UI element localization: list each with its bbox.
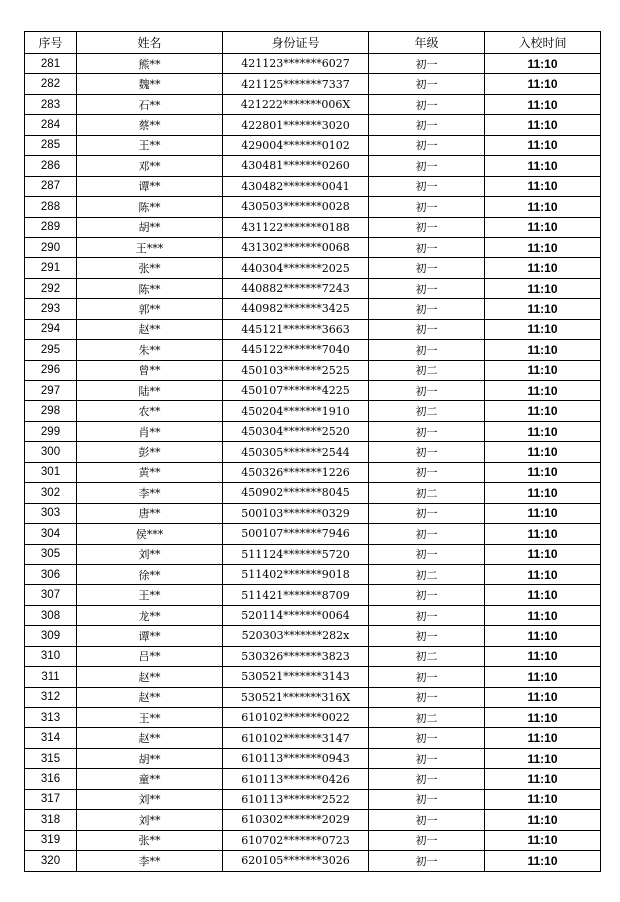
- table-row: [25, 830, 601, 850]
- cell-name: 王**: [77, 585, 223, 605]
- cell-id-number: 445122*******7040: [223, 340, 369, 360]
- table-row: [25, 319, 601, 339]
- cell-no: 285: [25, 135, 77, 155]
- cell-grade: 初一: [369, 340, 485, 360]
- cell-no: 303: [25, 503, 77, 523]
- table-row: [25, 176, 601, 196]
- cell-grade: 初一: [369, 769, 485, 789]
- cell-name: 吕**: [77, 646, 223, 666]
- cell-id-number: 610102*******0022: [223, 708, 369, 728]
- cell-name: 刘**: [77, 544, 223, 564]
- cell-no: 300: [25, 442, 77, 462]
- cell-grade: 初一: [369, 135, 485, 155]
- cell-admission-time: 11:10: [485, 115, 601, 135]
- table-row: [25, 340, 601, 360]
- cell-no: 297: [25, 381, 77, 401]
- cell-admission-time: 11:10: [485, 217, 601, 237]
- cell-admission-time: 11:10: [485, 585, 601, 605]
- cell-grade: 初二: [369, 483, 485, 503]
- cell-admission-time: 11:10: [485, 851, 601, 871]
- cell-grade: 初二: [369, 564, 485, 584]
- header-grade: 年级: [369, 32, 485, 54]
- cell-no: 301: [25, 462, 77, 482]
- cell-admission-time: 11:10: [485, 237, 601, 257]
- cell-admission-time: 11:10: [485, 483, 601, 503]
- table-row: [25, 381, 601, 401]
- cell-no: 282: [25, 74, 77, 94]
- cell-no: 296: [25, 360, 77, 380]
- cell-id-number: 450902*******8045: [223, 483, 369, 503]
- cell-grade: 初一: [369, 626, 485, 646]
- cell-name: 赵**: [77, 319, 223, 339]
- cell-no: 313: [25, 708, 77, 728]
- cell-admission-time: 11:10: [485, 319, 601, 339]
- cell-id-number: 430481*******0260: [223, 156, 369, 176]
- cell-id-number: 422801*******3020: [223, 115, 369, 135]
- table-row: [25, 360, 601, 380]
- cell-admission-time: 11:10: [485, 503, 601, 523]
- table-row: [25, 401, 601, 421]
- table-row: [25, 605, 601, 625]
- cell-admission-time: 11:10: [485, 156, 601, 176]
- header-row: [25, 32, 601, 54]
- cell-id-number: 520114*******0064: [223, 605, 369, 625]
- cell-admission-time: 11:10: [485, 299, 601, 319]
- table-row: [25, 769, 601, 789]
- cell-admission-time: 11:10: [485, 769, 601, 789]
- cell-id-number: 421222*******006X: [223, 94, 369, 114]
- table-row: [25, 667, 601, 687]
- table-row: [25, 728, 601, 748]
- cell-grade: 初一: [369, 258, 485, 278]
- cell-grade: 初一: [369, 687, 485, 707]
- cell-grade: 初一: [369, 851, 485, 871]
- cell-grade: 初一: [369, 217, 485, 237]
- cell-grade: 初一: [369, 381, 485, 401]
- cell-name: 徐**: [77, 564, 223, 584]
- table-row: [25, 564, 601, 584]
- cell-no: 314: [25, 728, 77, 748]
- table-row: [25, 544, 601, 564]
- cell-grade: 初一: [369, 278, 485, 298]
- cell-grade: 初一: [369, 442, 485, 462]
- cell-grade: 初一: [369, 605, 485, 625]
- table-row: [25, 299, 601, 319]
- table-row: [25, 789, 601, 809]
- cell-grade: 初一: [369, 94, 485, 114]
- cell-no: 318: [25, 810, 77, 830]
- cell-name: 唐**: [77, 503, 223, 523]
- cell-admission-time: 11:10: [485, 605, 601, 625]
- cell-name: 王**: [77, 135, 223, 155]
- cell-no: 309: [25, 626, 77, 646]
- cell-id-number: 500107*******7946: [223, 524, 369, 544]
- cell-name: 赵**: [77, 687, 223, 707]
- cell-no: 289: [25, 217, 77, 237]
- cell-name: 刘**: [77, 789, 223, 809]
- cell-admission-time: 11:10: [485, 830, 601, 850]
- table-row: [25, 156, 601, 176]
- cell-no: 306: [25, 564, 77, 584]
- cell-no: 288: [25, 197, 77, 217]
- cell-grade: 初一: [369, 319, 485, 339]
- cell-id-number: 530326*******3823: [223, 646, 369, 666]
- cell-grade: 初一: [369, 421, 485, 441]
- cell-grade: 初一: [369, 728, 485, 748]
- cell-name: 邓**: [77, 156, 223, 176]
- cell-admission-time: 11:10: [485, 381, 601, 401]
- cell-grade: 初一: [369, 789, 485, 809]
- cell-id-number: 431122*******0188: [223, 217, 369, 237]
- cell-name: 肖**: [77, 421, 223, 441]
- cell-no: 286: [25, 156, 77, 176]
- cell-id-number: 511124*******5720: [223, 544, 369, 564]
- table-row: [25, 74, 601, 94]
- cell-name: 王***: [77, 237, 223, 257]
- cell-admission-time: 11:10: [485, 687, 601, 707]
- cell-name: 谭**: [77, 626, 223, 646]
- table-row: [25, 646, 601, 666]
- cell-no: 302: [25, 483, 77, 503]
- table-row: [25, 237, 601, 257]
- cell-no: 304: [25, 524, 77, 544]
- cell-id-number: 430482*******0041: [223, 176, 369, 196]
- cell-grade: 初一: [369, 503, 485, 523]
- cell-grade: 初二: [369, 360, 485, 380]
- cell-name: 郭**: [77, 299, 223, 319]
- cell-name: 李**: [77, 483, 223, 503]
- cell-name: 张**: [77, 258, 223, 278]
- cell-name: 农**: [77, 401, 223, 421]
- cell-admission-time: 11:10: [485, 258, 601, 278]
- cell-no: 310: [25, 646, 77, 666]
- cell-name: 王**: [77, 708, 223, 728]
- cell-no: 281: [25, 54, 77, 74]
- cell-id-number: 500103*******0329: [223, 503, 369, 523]
- cell-no: 299: [25, 421, 77, 441]
- cell-grade: 初一: [369, 115, 485, 135]
- cell-admission-time: 11:10: [485, 708, 601, 728]
- cell-name: 刘**: [77, 810, 223, 830]
- header-time: 入校时间: [485, 32, 601, 54]
- cell-grade: 初一: [369, 748, 485, 768]
- cell-id-number: 421123*******6027: [223, 54, 369, 74]
- cell-admission-time: 11:10: [485, 54, 601, 74]
- cell-name: 彭**: [77, 442, 223, 462]
- cell-admission-time: 11:10: [485, 135, 601, 155]
- table-row: [25, 483, 601, 503]
- cell-id-number: 610302*******2029: [223, 810, 369, 830]
- header-no: 序号: [25, 32, 77, 54]
- cell-no: 290: [25, 237, 77, 257]
- cell-no: 320: [25, 851, 77, 871]
- cell-grade: 初一: [369, 830, 485, 850]
- cell-grade: 初一: [369, 237, 485, 257]
- header-name: 姓名: [77, 32, 223, 54]
- table-row: [25, 115, 601, 135]
- cell-grade: 初一: [369, 667, 485, 687]
- cell-id-number: 429004*******0102: [223, 135, 369, 155]
- cell-admission-time: 11:10: [485, 544, 601, 564]
- cell-grade: 初一: [369, 54, 485, 74]
- cell-admission-time: 11:10: [485, 340, 601, 360]
- cell-grade: 初一: [369, 544, 485, 564]
- cell-id-number: 511421*******8709: [223, 585, 369, 605]
- cell-grade: 初一: [369, 299, 485, 319]
- cell-no: 291: [25, 258, 77, 278]
- cell-no: 316: [25, 769, 77, 789]
- cell-admission-time: 11:10: [485, 524, 601, 544]
- cell-id-number: 440982*******3425: [223, 299, 369, 319]
- table-row: [25, 94, 601, 114]
- table-row: [25, 524, 601, 544]
- cell-name: 侯***: [77, 524, 223, 544]
- cell-no: 284: [25, 115, 77, 135]
- cell-name: 陈**: [77, 278, 223, 298]
- cell-id-number: 610113*******0943: [223, 748, 369, 768]
- student-admission-table: [24, 31, 601, 872]
- cell-id-number: 450103*******2525: [223, 360, 369, 380]
- cell-no: 293: [25, 299, 77, 319]
- cell-admission-time: 11:10: [485, 748, 601, 768]
- cell-no: 283: [25, 94, 77, 114]
- cell-no: 317: [25, 789, 77, 809]
- cell-name: 赵**: [77, 667, 223, 687]
- cell-name: 李**: [77, 851, 223, 871]
- cell-admission-time: 11:10: [485, 462, 601, 482]
- cell-grade: 初一: [369, 74, 485, 94]
- table-row: [25, 278, 601, 298]
- cell-name: 熊**: [77, 54, 223, 74]
- table-row: [25, 687, 601, 707]
- cell-name: 蔡**: [77, 115, 223, 135]
- cell-name: 谭**: [77, 176, 223, 196]
- cell-id-number: 610702*******0723: [223, 830, 369, 850]
- cell-name: 陈**: [77, 197, 223, 217]
- cell-name: 陆**: [77, 381, 223, 401]
- cell-id-number: 530521*******3143: [223, 667, 369, 687]
- cell-id-number: 421125*******7337: [223, 74, 369, 94]
- cell-admission-time: 11:10: [485, 626, 601, 646]
- cell-no: 298: [25, 401, 77, 421]
- cell-id-number: 450326*******1226: [223, 462, 369, 482]
- cell-name: 石**: [77, 94, 223, 114]
- table-row: [25, 258, 601, 278]
- cell-admission-time: 11:10: [485, 728, 601, 748]
- cell-grade: 初二: [369, 401, 485, 421]
- cell-no: 294: [25, 319, 77, 339]
- cell-id-number: 610102*******3147: [223, 728, 369, 748]
- cell-no: 312: [25, 687, 77, 707]
- cell-id-number: 610113*******0426: [223, 769, 369, 789]
- cell-id-number: 450304*******2520: [223, 421, 369, 441]
- cell-grade: 初一: [369, 176, 485, 196]
- cell-admission-time: 11:10: [485, 176, 601, 196]
- cell-id-number: 520303*******282x: [223, 626, 369, 646]
- cell-grade: 初一: [369, 810, 485, 830]
- cell-no: 295: [25, 340, 77, 360]
- header-id: 身份证号: [223, 32, 369, 54]
- student-admission-table-container: [24, 31, 601, 872]
- table-row: [25, 810, 601, 830]
- cell-grade: 初一: [369, 197, 485, 217]
- cell-id-number: 445121*******3663: [223, 319, 369, 339]
- cell-no: 292: [25, 278, 77, 298]
- cell-admission-time: 11:10: [485, 278, 601, 298]
- cell-admission-time: 11:10: [485, 401, 601, 421]
- table-row: [25, 421, 601, 441]
- table-body: [25, 54, 601, 872]
- cell-no: 307: [25, 585, 77, 605]
- cell-no: 311: [25, 667, 77, 687]
- cell-id-number: 530521*******316X: [223, 687, 369, 707]
- cell-id-number: 450204*******1910: [223, 401, 369, 421]
- cell-name: 童**: [77, 769, 223, 789]
- cell-name: 胡**: [77, 217, 223, 237]
- cell-no: 305: [25, 544, 77, 564]
- cell-name: 黄**: [77, 462, 223, 482]
- table-row: [25, 503, 601, 523]
- cell-name: 曾**: [77, 360, 223, 380]
- cell-id-number: 610113*******2522: [223, 789, 369, 809]
- cell-id-number: 620105*******3026: [223, 851, 369, 871]
- cell-admission-time: 11:10: [485, 810, 601, 830]
- cell-grade: 初二: [369, 708, 485, 728]
- cell-admission-time: 11:10: [485, 421, 601, 441]
- cell-admission-time: 11:10: [485, 360, 601, 380]
- table-row: [25, 54, 601, 74]
- cell-grade: 初一: [369, 585, 485, 605]
- cell-id-number: 450107*******4225: [223, 381, 369, 401]
- table-row: [25, 851, 601, 871]
- cell-no: 287: [25, 176, 77, 196]
- table-row: [25, 585, 601, 605]
- cell-name: 龙**: [77, 605, 223, 625]
- cell-id-number: 450305*******2544: [223, 442, 369, 462]
- table-row: [25, 748, 601, 768]
- cell-grade: 初二: [369, 646, 485, 666]
- table-row: [25, 626, 601, 646]
- cell-admission-time: 11:10: [485, 789, 601, 809]
- cell-id-number: 440882*******7243: [223, 278, 369, 298]
- cell-no: 308: [25, 605, 77, 625]
- cell-admission-time: 11:10: [485, 197, 601, 217]
- cell-grade: 初一: [369, 462, 485, 482]
- table-row: [25, 217, 601, 237]
- table-row: [25, 462, 601, 482]
- cell-admission-time: 11:10: [485, 667, 601, 687]
- cell-id-number: 511402*******9018: [223, 564, 369, 584]
- cell-id-number: 430503*******0028: [223, 197, 369, 217]
- cell-name: 张**: [77, 830, 223, 850]
- cell-no: 315: [25, 748, 77, 768]
- cell-admission-time: 11:10: [485, 74, 601, 94]
- table-row: [25, 442, 601, 462]
- table-row: [25, 197, 601, 217]
- cell-admission-time: 11:10: [485, 646, 601, 666]
- cell-no: 319: [25, 830, 77, 850]
- table-row: [25, 708, 601, 728]
- table-header: [25, 32, 601, 54]
- cell-id-number: 431302*******0068: [223, 237, 369, 257]
- cell-name: 魏**: [77, 74, 223, 94]
- cell-grade: 初一: [369, 156, 485, 176]
- cell-name: 赵**: [77, 728, 223, 748]
- cell-admission-time: 11:10: [485, 442, 601, 462]
- cell-name: 胡**: [77, 748, 223, 768]
- cell-grade: 初一: [369, 524, 485, 544]
- table-row: [25, 135, 601, 155]
- cell-id-number: 440304*******2025: [223, 258, 369, 278]
- cell-admission-time: 11:10: [485, 94, 601, 114]
- cell-admission-time: 11:10: [485, 564, 601, 584]
- cell-name: 朱**: [77, 340, 223, 360]
